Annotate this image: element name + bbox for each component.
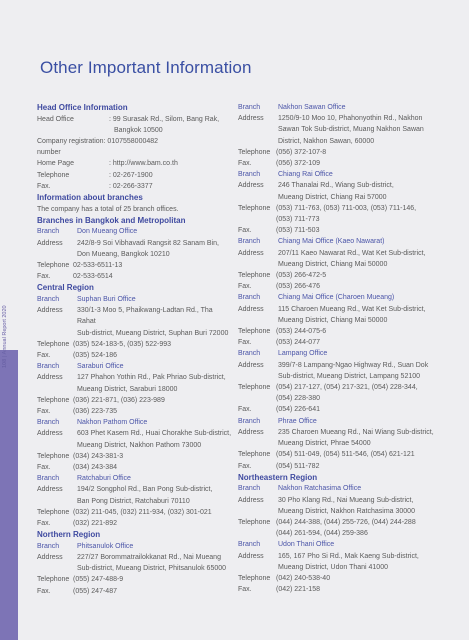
branch-name-row-label: Branch [37,475,60,483]
fax-row [37,586,232,597]
branch-name-row [37,361,232,372]
branch-name-row-label: Branch [37,296,60,304]
branch-name-row-label: Branch [238,417,261,425]
address-row-value: 30 Pho Klang Rd., Nai Mueang Sub-district, [278,496,414,504]
branch-name-row [37,473,232,484]
branch-name-row-label: Branch [238,541,261,549]
telephone-row-value: (053) 266-472-5 [276,272,327,280]
address-row-2 [37,440,232,451]
region-heading-bangkok: Branches in Bangkok and Metropolitan [37,215,186,225]
telephone-row-label: Telephone [37,576,70,584]
telephone-row [238,517,443,528]
branch-name-row-value: Phrae Office [278,417,317,425]
branch-name-row-label: Branch [238,238,261,246]
branch-block-9 [238,236,443,292]
side-color-bar [0,350,18,640]
report-name: Annual Report 2020 [2,305,8,355]
fax-row-value: (036) 223-735 [73,408,117,416]
telephone-row: Telephone : 02-267-1900 [37,171,153,179]
address-row-2-label [37,496,77,507]
address-row-value: 235 Charoen Mueang Rd., Nai Wiang Sub-district, [278,428,434,436]
address-row-value: 330/1-3 Moo 5, Phaikwang-Ladtan Rd., Tha Rahat [77,307,213,326]
address-row [37,484,232,495]
address-row-2-value: Ban Pong District, Ratchaburi 70110 [77,497,190,505]
address-row-2 [238,124,443,135]
fax-row-label: Fax. [37,273,51,281]
branch-block-11 [238,348,443,415]
fax-row-label: Fax. [238,160,252,168]
telephone-row-2-label [238,393,276,404]
address-row-2 [238,259,443,270]
address-row-label: Address [238,115,264,123]
telephone-row [37,339,232,350]
fax-row [238,158,443,169]
telephone-row-value: (032) 211-045, (032) 211-934, (032) 301-021 [73,508,212,516]
telephone-row [37,574,232,585]
address-row-2-label [238,371,278,382]
fax-row [238,404,443,415]
branch-name-row-value: Udon Thani Office [278,541,335,549]
address-row-2 [37,249,232,260]
address-row-2-label [238,506,278,517]
fax-row-value: (032) 221-892 [73,520,117,528]
branch-name-row [37,541,232,552]
telephone-row-value: (042) 240-538-40 [276,574,331,582]
address-row-3-value: District, Nakhon Sawan, 60000 [278,137,375,145]
telephone-row-label: Telephone [37,396,70,404]
address-row [238,113,443,124]
telephone-row [238,326,443,337]
address-row-label: Address [238,552,264,560]
fax-row-value: (042) 221-158 [276,586,320,594]
branch-name-row-value: Chiang Mai Office (Charoen Mueang) [278,294,395,302]
address-row-label: Address [37,239,63,247]
head-office-heading: Head Office Information [37,103,128,112]
address-row-2-label [238,315,278,326]
page-number: 108 [2,359,8,369]
telephone-row [238,270,443,281]
telephone-row-value: (044) 244-388, (044) 255-726, (044) 244-288 [276,518,416,526]
address-row-2 [238,315,443,326]
fax-row-value: (056) 372-109 [276,160,320,168]
right-column [238,102,443,595]
address-row-2-value: Sub-district, Mueang District, Suphan Buri 72000 [77,329,229,337]
address-row-value: 207/11 Kaeo Nawarat Rd., Wat Ket Sub-district, [278,249,426,257]
branch-block-3 [37,361,232,417]
registration-row: Company registration : 0107558000482 [37,138,159,145]
telephone-row-2-value: (054) 228-380 [276,395,320,403]
address-row-3 [238,136,443,147]
telephone-row [37,395,232,406]
address-row [37,428,232,439]
branch-block-5 [37,473,232,529]
telephone-row-2-value: (044) 261-594, (044) 259-386 [276,530,368,538]
address-row-value: 242/8-9 Soi Vibhavadi Rangsit 82 Sanam Bin, [77,239,219,247]
fax-row-label: Fax. [238,586,252,594]
branch-block-10 [238,292,443,348]
address-row-2-value: Mueang District, Phrae 54000 [278,440,371,448]
fax-row-value: (053) 266-476 [276,283,320,291]
address-row-2 [238,562,443,573]
fax-row-value: (054) 226-641 [276,406,320,414]
telephone-row-value: (035) 524-183-5, (035) 522-993 [73,340,172,348]
telephone-row [37,451,232,462]
region-heading-northern: Northern Region [37,530,101,540]
branch-name-row [37,294,232,305]
branch-block-8 [238,169,443,236]
address-row-2 [37,328,232,339]
telephone-row [37,507,232,518]
fax-row-label: Fax. [37,587,51,595]
address-row-2-value: Sub-district, Mueang District, Lampang 52100 [278,372,421,380]
branch-name-row-value: Don Mueang Office [77,228,138,236]
branch-block-12 [238,416,443,472]
branch-name-row [37,226,232,237]
telephone-row-2 [238,528,443,539]
telephone-row-value: (034) 243-381-3 [73,452,124,460]
branch-block-6 [37,541,232,597]
address-row-3-label [238,136,278,147]
fax-row-label: Fax. [37,520,51,528]
fax-row-value: (055) 247-487 [73,587,117,595]
branch-name-row-label: Branch [238,485,261,493]
fax-row-label: Fax. [238,339,252,347]
telephone-row-2-label [238,528,276,539]
telephone-row-2-value: (053) 711-773 [276,216,320,224]
fax-row [238,584,443,595]
fax-row [37,406,232,417]
address-row [238,427,443,438]
fax-row-value: (035) 524-186 [73,352,117,360]
branch-name-row-label: Branch [238,171,261,179]
branch-block-2 [37,294,232,361]
address-row-2-value: Mueang District, Nakhon Pathom 73000 [77,441,202,449]
address-row-2-value: Mueang District, Chiang Mai 50000 [278,260,388,268]
telephone-row-label: Telephone [37,262,70,270]
head-office-row: Head Office : 99 Surasak Rd., Silom, Bang Rak, [37,115,220,123]
branch-name-row [37,417,232,428]
page-footer-vertical: 108 | Annual Report 2020 [2,305,8,369]
telephone-row-label: Telephone [37,452,70,460]
fax-row-label: Fax. [238,406,252,414]
address-row-2-label [37,384,77,395]
fax-row [238,281,443,292]
branch-name-row-value: Saraburi Office [77,363,124,371]
branch-name-row-value: Suphan Buri Office [77,296,136,304]
address-row-2 [37,496,232,507]
address-row-label: Address [37,486,63,494]
address-row [238,360,443,371]
branches-info-heading: Information about branches [37,193,143,203]
address-row-2-label [238,192,278,203]
fax-row-label: Fax. [37,352,51,360]
branch-name-row-value: Chiang Mai Office (Kaeo Nawarat) [278,238,385,246]
address-row-label: Address [238,428,264,436]
branch-name-row-label: Branch [37,363,60,371]
address-row-label: Address [238,361,264,369]
address-row-2-value: Don Mueang, Bangkok 10210 [77,250,170,258]
address-row [37,552,232,563]
fax-row-label: Fax. [238,227,252,235]
telephone-row [238,382,443,393]
fax-row-value: (053) 244-077 [276,339,320,347]
fax-row [238,461,443,472]
branch-block-14 [238,539,443,595]
branch-name-row [238,102,443,113]
address-row-value: 1250/9-10 Moo 10, Phahonyothin Rd., Nakhon [278,115,423,123]
fax-row [37,350,232,361]
address-row-2-label [238,259,278,270]
address-row-2-label [238,562,278,573]
fax-row-value: (053) 711-503 [276,227,320,235]
fax-row-label: Fax. [37,464,51,472]
fax-row [238,337,443,348]
address-row-value: 115 Charoen Mueang Rd., Wat Ket Sub-district, [278,305,426,313]
fax-row [37,271,232,282]
left-column [37,102,232,597]
branch-name-row-value: Nakhon Pathom Office [77,419,148,427]
branch-name-row [238,169,443,180]
address-row-value: 399/7-8 Lampang-Ngao Highway Rd., Suan Dok [278,361,429,369]
address-row [238,180,443,191]
telephone-row-value: (036) 221-871, (036) 223-989 [73,396,165,404]
address-row [238,495,443,506]
address-row-2 [37,563,232,574]
fax-row-value: (054) 511-782 [276,462,320,470]
region-heading-northeastern: Northeastern Region [238,472,318,482]
telephone-row-label: Telephone [37,508,70,516]
address-row-label: Address [37,307,63,315]
telephone-row [238,449,443,460]
telephone-row-label: Telephone [238,148,271,156]
address-row-2-value: Sawan Tok Sub-district, Muang Nakhon Sawan [278,126,424,134]
branch-name-row-value: Lampang Office [278,350,328,358]
branch-name-row-value: Ratchaburi Office [77,475,131,483]
telephone-row-value: (056) 372-107-8 [276,148,327,156]
branch-name-row-label: Branch [37,419,60,427]
telephone-row-value: 02-533-6511-13 [73,262,123,270]
address-row-2-label [37,563,77,574]
branch-name-row-label: Branch [37,542,60,550]
registration-row-2: number [37,149,61,157]
branch-block-4 [37,417,232,473]
address-row [37,238,232,249]
telephone-row-value: (054) 217-127, (054) 217-321, (054) 228-344, [276,384,418,392]
address-row-2-value: Mueang District, Saraburi 18000 [77,385,178,393]
page-title: Other Important Information [40,58,252,77]
address-row-label: Address [238,496,264,504]
branch-name-row-value: Chiang Rai Office [278,171,333,179]
branch-name-row [238,348,443,359]
address-row-2-label [37,249,77,260]
address-row-2 [238,192,443,203]
address-row-value: 127 Phahon Yothin Rd., Pak Phriao Sub-district, [77,374,226,382]
address-row [238,248,443,259]
branches-total: The company has a total of 25 branch offices. [37,205,179,213]
address-row-value: 603 Phet Kasem Rd., Huai Chorakhe Sub-district, [77,430,232,438]
telephone-row-label: Telephone [238,518,271,526]
address-row-value: 194/2 Songphol Rd., Ban Pong Sub-district, [77,486,213,494]
region-heading-central: Central Region [37,283,94,293]
branch-name-row-value: Phitsanulok Office [77,542,134,550]
address-row-value: 227/27 Borommatrailokkanat Rd., Nai Mueang [77,554,221,562]
address-row-2-value: Mueang District, Nakhon Ratchasima 30000 [278,507,415,515]
address-row [238,304,443,315]
address-row-2 [37,384,232,395]
telephone-row-2 [238,393,443,404]
fax-row-label: Fax. [238,462,252,470]
telephone-row [238,203,443,214]
home-page-link[interactable]: : http://www.bam.co.th [109,160,178,168]
address-row [37,305,232,327]
address-row-2-value: Mueang District, Chiang Mai 50000 [278,316,388,324]
address-row-2-label [37,440,77,451]
branch-name-row-label: Branch [238,294,261,302]
address-row-label: Address [238,182,264,190]
telephone-row [37,260,232,271]
fax-row: Fax. : 02-266-3377 [37,182,153,190]
telephone-row-2 [238,214,443,225]
address-row-label: Address [37,374,63,382]
address-row-2-label [238,438,278,449]
address-row-value: 246 Thanalai Rd., Wiang Sub-district, [278,182,394,190]
address-row-label: Address [238,305,264,313]
branch-name-row-label: Branch [238,350,261,358]
branch-name-row [238,416,443,427]
branch-name-row [238,483,443,494]
telephone-row-value: (055) 247-488-9 [73,576,124,584]
address-row-label: Address [238,249,264,257]
address-row [238,551,443,562]
address-row-label: Address [37,554,63,562]
telephone-row-value: (053) 244-075-6 [276,328,327,336]
telephone-row-value: (054) 511-049, (054) 511-546, (054) 621-121 [276,451,415,459]
branch-name-row-value: Nakhon Ratchasima Office [278,485,362,493]
branch-block-7 [238,102,443,169]
branch-block-13 [238,483,443,539]
branch-name-row-label: Branch [238,104,261,111]
address-row-2-value: Mueang District, Udon Thani 41000 [278,563,388,571]
telephone-row-label: Telephone [238,204,271,212]
branch-name-row [238,236,443,247]
address-row-2-label [238,124,278,135]
fax-row [37,462,232,473]
address-row-2-value: Sub-district, Mueang District, Phitsanulok 65000 [77,565,227,573]
telephone-row-value: (053) 711-763, (053) 711-003, (053) 711-146, [276,204,417,212]
home-page-row: Home Page : http://www.bam.co.th [37,158,232,169]
address-row-2 [238,506,443,517]
address-row-2-value: Mueang District, Chiang Rai 57000 [278,193,387,201]
head-office-row-2: Bangkok 10500 [114,126,163,134]
branch-name-row-label: Branch [37,228,60,236]
telephone-row-label: Telephone [238,574,271,582]
telephone-row-label: Telephone [238,328,271,336]
fax-row-value: (034) 243-384 [73,464,117,472]
telephone-row [238,573,443,584]
address-row-2 [238,371,443,382]
telephone-row-2-label [238,214,276,225]
telephone-row-label: Telephone [37,340,70,348]
telephone-row-label: Telephone [238,384,271,392]
fax-row [37,518,232,529]
fax-row-label: Fax. [37,408,51,416]
telephone-row-label: Telephone [238,451,271,459]
branch-name-row-value: Nakhon Sawan Office [278,104,346,111]
address-row [37,372,232,383]
address-row-2-label [37,328,77,339]
fax-row-value: 02-533-6514 [73,273,113,281]
address-row-label: Address [37,430,63,438]
fax-row-label: Fax. [238,283,252,291]
fax-row [238,225,443,236]
branch-block-1 [37,226,232,282]
branch-name-row [238,292,443,303]
telephone-row [238,147,443,158]
address-row-2 [238,438,443,449]
telephone-row-label: Telephone [238,272,271,280]
address-row-value: 165, 167 Pho Si Rd., Mak Kaeng Sub-district, [278,552,419,560]
branch-name-row [238,539,443,550]
